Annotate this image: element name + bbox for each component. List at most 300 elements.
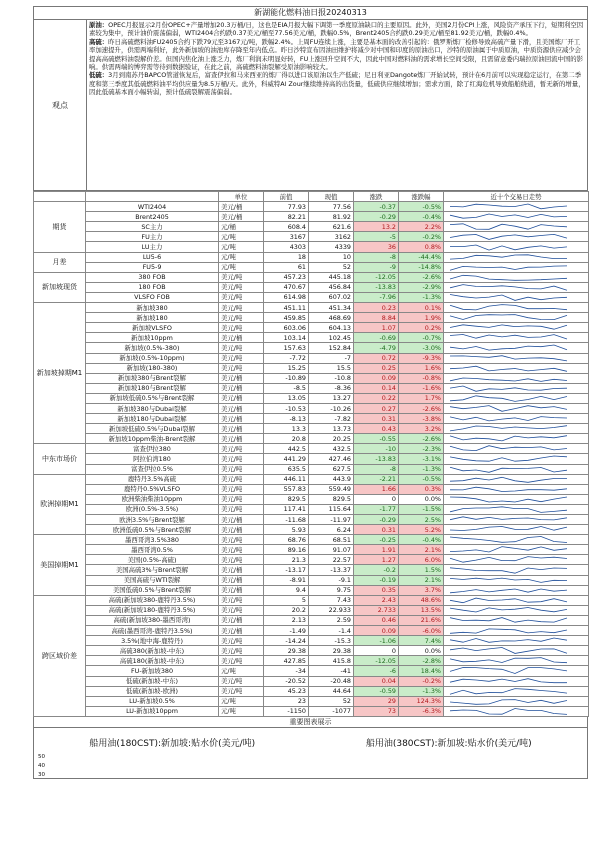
row-item: 3.5%(地中海-鹿特丹) bbox=[86, 636, 219, 646]
row-change: 0.22 bbox=[354, 393, 399, 403]
row-prev: 82.21 bbox=[264, 212, 309, 222]
row-unit: 美元/吨 bbox=[219, 444, 264, 454]
row-change-pct: -2.8% bbox=[399, 656, 444, 666]
trend-sparkline bbox=[444, 494, 589, 504]
table-row bbox=[34, 303, 589, 313]
table-row bbox=[34, 474, 589, 484]
row-prev: 77.93 bbox=[264, 202, 309, 212]
table-row bbox=[34, 555, 589, 565]
table-header-row bbox=[34, 192, 589, 202]
row-change: -0.59 bbox=[354, 686, 399, 696]
row-change-pct: 0.0% bbox=[399, 646, 444, 656]
row-item: Brent2405 bbox=[86, 212, 219, 222]
row-item: 墨西哥湾0.5% bbox=[86, 545, 219, 555]
row-change-pct: 3.2% bbox=[399, 424, 444, 434]
row-change-pct: -0.5% bbox=[399, 202, 444, 212]
row-current: 607.02 bbox=[309, 292, 354, 302]
trend-sparkline bbox=[444, 646, 589, 656]
trend-sparkline bbox=[444, 454, 589, 464]
row-change-pct: -0.4% bbox=[399, 212, 444, 222]
row-item: 新加坡380与Brent裂解 bbox=[86, 373, 219, 383]
row-item: 鹿特丹0.5%VLSFO bbox=[86, 484, 219, 494]
row-item: 新加坡10ppm柴油-Brent裂解 bbox=[86, 434, 219, 444]
row-unit: 美元/吨 bbox=[219, 484, 264, 494]
header-group bbox=[34, 192, 86, 202]
trend-sparkline bbox=[444, 666, 589, 676]
row-current: 10 bbox=[309, 252, 354, 262]
row-item: 新加坡180与Dubai裂解 bbox=[86, 414, 219, 424]
row-unit: 元/吨 bbox=[219, 262, 264, 272]
row-prev: -8.91 bbox=[264, 575, 309, 585]
row-prev: 608.4 bbox=[264, 222, 309, 232]
trend-sparkline bbox=[444, 686, 589, 696]
row-change-pct: 0.2% bbox=[399, 323, 444, 333]
row-current: -1.4 bbox=[309, 626, 354, 636]
row-change: 36 bbox=[354, 242, 399, 252]
row-current: 68.51 bbox=[309, 535, 354, 545]
table-row bbox=[34, 515, 589, 525]
row-change-pct: 1.6% bbox=[399, 363, 444, 373]
chart-180cst bbox=[34, 728, 311, 778]
header-change-pct: 涨跌幅 bbox=[399, 192, 444, 202]
trend-sparkline bbox=[444, 535, 589, 545]
row-current: -15.3 bbox=[309, 636, 354, 646]
header-change: 涨跌 bbox=[354, 192, 399, 202]
row-change: 1.91 bbox=[354, 545, 399, 555]
row-item: 高硫(新加坡380-墨西哥湾) bbox=[86, 615, 219, 625]
row-change-pct: -1.3% bbox=[399, 464, 444, 474]
row-unit: 美元/桶 bbox=[219, 414, 264, 424]
trend-sparkline bbox=[444, 343, 589, 353]
row-unit: 美元/吨 bbox=[219, 686, 264, 696]
row-change: -0.69 bbox=[354, 333, 399, 343]
row-prev: 441.29 bbox=[264, 454, 309, 464]
trend-sparkline bbox=[444, 656, 589, 666]
row-unit: 元/桶 bbox=[219, 222, 264, 232]
row-current: 52 bbox=[309, 696, 354, 706]
table-row bbox=[34, 252, 589, 262]
trend-sparkline bbox=[444, 515, 589, 525]
trend-sparkline bbox=[444, 585, 589, 595]
row-current: -20.48 bbox=[309, 676, 354, 686]
row-prev: 68.76 bbox=[264, 535, 309, 545]
trend-sparkline bbox=[444, 575, 589, 585]
chart-380cst bbox=[311, 728, 588, 778]
table-row bbox=[34, 595, 589, 605]
row-current: 22.933 bbox=[309, 605, 354, 615]
row-unit: 美元/桶 bbox=[219, 565, 264, 575]
table-row bbox=[34, 696, 589, 706]
view-label: 观点 bbox=[34, 20, 87, 190]
row-prev: 23 bbox=[264, 696, 309, 706]
trend-sparkline bbox=[444, 282, 589, 292]
row-prev: -34 bbox=[264, 666, 309, 676]
high-sulfur-paragraph: 昨日高硫燃料油FU2405合约下跌79元至3167元/吨，跌幅2.4%。上周FU连续上涨，主要是基本面的改善引起的：俄罗斯炼厂检修导致高硫产量下滑，且美国炼厂开工率加速提升，供需两端利好，此外新加坡的油池库存降至年内低点。昨日沙特宣布因油田维护将减少对中国和印度的原油出口，沙特的原油属于中质原油，中质资源供应减少会提高高硫燃料油裂解价差。但国内焦化油上涨乏力，炼厂利润未明显好转，FU上涨回升空间不大，因此中国对燃料油的需求增长空间受限，且需留意委内瑞拉原油回流中国的影响。供需两端的博弈需等待到数据验证，在此之前，高硫燃料油裂解受原油影响较大。 bbox=[89, 37, 584, 72]
row-item: 新加坡380 bbox=[86, 303, 219, 313]
trend-sparkline bbox=[444, 262, 589, 272]
row-item: LU主力 bbox=[86, 242, 219, 252]
row-item: SC主力 bbox=[86, 222, 219, 232]
view-section bbox=[33, 19, 588, 191]
row-prev: -10.53 bbox=[264, 403, 309, 413]
trend-sparkline bbox=[444, 636, 589, 646]
row-current: 77.56 bbox=[309, 202, 354, 212]
row-change: 0 bbox=[354, 494, 399, 504]
row-unit: 美元/吨 bbox=[219, 313, 264, 323]
row-change-pct: -6.0% bbox=[399, 626, 444, 636]
row-change: 0.23 bbox=[354, 303, 399, 313]
trend-sparkline bbox=[444, 615, 589, 625]
table-row bbox=[34, 323, 589, 333]
row-change-pct: -1.3% bbox=[399, 292, 444, 302]
trend-sparkline bbox=[444, 272, 589, 282]
row-current: -8.36 bbox=[309, 383, 354, 393]
trend-sparkline bbox=[444, 333, 589, 343]
group-label: 期货 bbox=[34, 202, 86, 252]
row-unit: 美元/桶 bbox=[219, 585, 264, 595]
row-current: -1077 bbox=[309, 706, 354, 716]
row-item: 欧洲(0.5%-3.5%) bbox=[86, 504, 219, 514]
table-row bbox=[34, 202, 589, 212]
report-title: 新湖能化燃料油日报20240313 bbox=[33, 6, 588, 19]
charts-section-title: 重要图表展示 bbox=[33, 717, 588, 728]
row-change: -2.21 bbox=[354, 474, 399, 484]
row-current: 115.64 bbox=[309, 504, 354, 514]
row-unit: 美元/桶 bbox=[219, 626, 264, 636]
row-item: 美国低硫0.5%与Brent裂解 bbox=[86, 585, 219, 595]
header-prev: 前值 bbox=[264, 192, 309, 202]
row-unit: 美元/吨 bbox=[219, 353, 264, 363]
row-change-pct: 6.0% bbox=[399, 555, 444, 565]
table-row bbox=[34, 656, 589, 666]
row-change-pct: -3.1% bbox=[399, 454, 444, 464]
row-change: 0.09 bbox=[354, 626, 399, 636]
trend-sparkline bbox=[444, 414, 589, 424]
chart-380cst-title: 船用油(380CST):新加坡:贴水价(美元/吨) bbox=[365, 738, 532, 749]
row-prev: 18 bbox=[264, 252, 309, 262]
row-change: 8.84 bbox=[354, 313, 399, 323]
row-current: 6.24 bbox=[309, 525, 354, 535]
row-unit: 美元/吨 bbox=[219, 282, 264, 292]
row-current: 22.57 bbox=[309, 555, 354, 565]
row-unit: 美元/吨 bbox=[219, 303, 264, 313]
table-row bbox=[34, 373, 589, 383]
row-prev: 427.85 bbox=[264, 656, 309, 666]
trend-sparkline bbox=[444, 252, 589, 262]
row-unit: 美元/吨 bbox=[219, 494, 264, 504]
row-current: 445.18 bbox=[309, 272, 354, 282]
table-row bbox=[34, 292, 589, 302]
row-prev: 4303 bbox=[264, 242, 309, 252]
row-change: -12.05 bbox=[354, 656, 399, 666]
price-table bbox=[33, 191, 589, 717]
row-unit: 美元/桶 bbox=[219, 383, 264, 393]
row-current: -13.37 bbox=[309, 565, 354, 575]
row-prev: 157.63 bbox=[264, 343, 309, 353]
row-prev: -10.89 bbox=[264, 373, 309, 383]
row-change-pct: 1.7% bbox=[399, 393, 444, 403]
table-row bbox=[34, 494, 589, 504]
row-change-pct: 0.8% bbox=[399, 242, 444, 252]
row-current: 13.73 bbox=[309, 424, 354, 434]
row-change: 0.09 bbox=[354, 373, 399, 383]
trend-sparkline bbox=[444, 434, 589, 444]
row-change-pct: 13.5% bbox=[399, 605, 444, 615]
row-prev: -8.13 bbox=[264, 414, 309, 424]
row-current: 102.45 bbox=[309, 333, 354, 343]
row-unit: 美元/桶 bbox=[219, 403, 264, 413]
group-label: 月差 bbox=[34, 252, 86, 272]
row-unit: 元/吨 bbox=[219, 666, 264, 676]
table-row bbox=[34, 222, 589, 232]
header-trend: 近十个交易日走势 bbox=[444, 192, 589, 202]
row-change-pct: 2.2% bbox=[399, 222, 444, 232]
row-prev: 2.13 bbox=[264, 615, 309, 625]
trend-sparkline bbox=[444, 525, 589, 535]
row-current: 468.69 bbox=[309, 313, 354, 323]
row-prev: -7.72 bbox=[264, 353, 309, 363]
row-item: FU主力 bbox=[86, 232, 219, 242]
row-change: 1.66 bbox=[354, 484, 399, 494]
row-change: 0.31 bbox=[354, 525, 399, 535]
row-change-pct: -2.6% bbox=[399, 272, 444, 282]
group-label: 新加坡掉期M1 bbox=[34, 303, 86, 444]
row-item: WTI2404 bbox=[86, 202, 219, 212]
chart-180cst-title: 船用油(180CST):新加坡:贴水价(美元/吨) bbox=[89, 738, 256, 749]
row-prev: 61 bbox=[264, 262, 309, 272]
row-change-pct: -9.3% bbox=[399, 353, 444, 363]
row-change-pct: -0.2% bbox=[399, 232, 444, 242]
table-row bbox=[34, 403, 589, 413]
group-label: 跨区域价差 bbox=[34, 595, 86, 716]
row-change: -4.79 bbox=[354, 343, 399, 353]
row-prev: 603.06 bbox=[264, 323, 309, 333]
table-row bbox=[34, 424, 589, 434]
row-change: -0.2 bbox=[354, 565, 399, 575]
row-current: 604.13 bbox=[309, 323, 354, 333]
row-change: 1.07 bbox=[354, 323, 399, 333]
trend-sparkline bbox=[444, 242, 589, 252]
table-row bbox=[34, 363, 589, 373]
row-change-pct: 2.5% bbox=[399, 515, 444, 525]
row-current: -9.1 bbox=[309, 575, 354, 585]
row-item: FU-新加坡380 bbox=[86, 666, 219, 676]
row-current: 621.6 bbox=[309, 222, 354, 232]
row-current: 91.07 bbox=[309, 545, 354, 555]
row-prev: 3167 bbox=[264, 232, 309, 242]
chart-180cst-ytick: 40 bbox=[38, 762, 45, 769]
high-sulfur-heading: 高硫： bbox=[89, 37, 109, 46]
low-sulfur-paragraph: 3月到南苏丹BAPCO管道恢复后，富查伊拉和马来西亚的炼厂得以进口该原油以生产低硫；尼日利亚Dangote炼厂开始试转，预计在6月前可以实现稳定运行，在第二季度和第三季度其低硫燃料油平均供应量为8.5万桶/天。此外，科威特Al Zour继续维持高的出货量，低硫供应继续增加；需求方面，除了红海危机导致船舶绕道，暂无新的增量，因此低硫基本面小幅转弱，预计低硫裂解震荡偏弱。 bbox=[89, 71, 585, 97]
row-prev: -14.24 bbox=[264, 636, 309, 646]
row-change-pct: -2.3% bbox=[399, 444, 444, 454]
table-row bbox=[34, 272, 589, 282]
row-current: 415.8 bbox=[309, 656, 354, 666]
row-current: 427.46 bbox=[309, 454, 354, 464]
table-row bbox=[34, 676, 589, 686]
row-change-pct: 1.5% bbox=[399, 565, 444, 575]
row-prev: 20.2 bbox=[264, 605, 309, 615]
row-item: 新加坡180与Brent裂解 bbox=[86, 383, 219, 393]
table-row bbox=[34, 646, 589, 656]
table-row bbox=[34, 686, 589, 696]
row-prev: 103.14 bbox=[264, 333, 309, 343]
row-current: 627.5 bbox=[309, 464, 354, 474]
row-unit: 美元/桶 bbox=[219, 434, 264, 444]
row-unit: 元/吨 bbox=[219, 696, 264, 706]
row-change-pct: 124.3% bbox=[399, 696, 444, 706]
group-label: 中东市场价 bbox=[34, 444, 86, 474]
row-change: 73 bbox=[354, 706, 399, 716]
row-unit: 美元/吨 bbox=[219, 454, 264, 464]
row-unit: 美元/吨 bbox=[219, 595, 264, 605]
row-current: 15.5 bbox=[309, 363, 354, 373]
row-change-pct: -2.6% bbox=[399, 403, 444, 413]
trend-sparkline bbox=[444, 464, 589, 474]
row-item: 欧洲低硫0.5%与Brent裂解 bbox=[86, 525, 219, 535]
row-current: 3162 bbox=[309, 232, 354, 242]
table-row bbox=[34, 464, 589, 474]
row-current: 13.27 bbox=[309, 393, 354, 403]
row-change-pct: -1.5% bbox=[399, 504, 444, 514]
table-row bbox=[34, 535, 589, 545]
table-row bbox=[34, 414, 589, 424]
row-prev: 470.67 bbox=[264, 282, 309, 292]
row-change: 13.2 bbox=[354, 222, 399, 232]
row-item: 低硫(新加坡-中东) bbox=[86, 676, 219, 686]
table-row bbox=[34, 242, 589, 252]
row-unit: 美元/吨 bbox=[219, 646, 264, 656]
row-prev: 5.93 bbox=[264, 525, 309, 535]
row-prev: 829.5 bbox=[264, 494, 309, 504]
table-row bbox=[34, 313, 589, 323]
row-item: 欧洲3.5%与Brent裂解 bbox=[86, 515, 219, 525]
table-row bbox=[34, 353, 589, 363]
row-current: -7 bbox=[309, 353, 354, 363]
row-prev: 614.98 bbox=[264, 292, 309, 302]
row-item: 美国(0.5%-高硫) bbox=[86, 555, 219, 565]
trend-sparkline bbox=[444, 605, 589, 615]
row-change-pct: -14.8% bbox=[399, 262, 444, 272]
row-change: -0.29 bbox=[354, 212, 399, 222]
row-change: -0.55 bbox=[354, 434, 399, 444]
row-unit: 美元/吨 bbox=[219, 323, 264, 333]
row-change-pct: 5.2% bbox=[399, 525, 444, 535]
row-prev: 117.41 bbox=[264, 504, 309, 514]
crude-paragraph: OPEC月报显示2月份OPEC+产量增加20.3万桶/日，这也是EIA月报大幅下调第一季度原油缺口的主要原因。此外，美国2月份CPI上涨，风险资产承压下行，短期利空因素较为集中，预计油价震荡偏弱，WTI2404合约跌0.37美元/桶至77.56美元/桶，跌幅0.5%，Brent2405合约跌0.29美元/桶至81.92美元/桶，跌幅0.4%。 bbox=[89, 21, 584, 38]
table-row bbox=[34, 504, 589, 514]
report-sheet bbox=[33, 6, 588, 779]
row-current: -41 bbox=[309, 666, 354, 676]
row-change-pct: -0.7% bbox=[399, 333, 444, 343]
row-unit: 美元/吨 bbox=[219, 676, 264, 686]
row-change: 2.43 bbox=[354, 595, 399, 605]
table-row bbox=[34, 585, 589, 595]
row-prev: -1150 bbox=[264, 706, 309, 716]
row-item: 新加坡低硫0.5%与Dubai裂解 bbox=[86, 424, 219, 434]
trend-sparkline bbox=[444, 292, 589, 302]
row-change: 0.46 bbox=[354, 615, 399, 625]
row-change: 0.31 bbox=[354, 414, 399, 424]
row-change-pct: -6.3% bbox=[399, 706, 444, 716]
row-current: 432.5 bbox=[309, 444, 354, 454]
row-change-pct: -1.3% bbox=[399, 686, 444, 696]
row-unit: 美元/吨 bbox=[219, 292, 264, 302]
row-unit: 元/吨 bbox=[219, 242, 264, 252]
row-prev: 635.5 bbox=[264, 464, 309, 474]
row-current: 559.49 bbox=[309, 484, 354, 494]
table-row bbox=[34, 666, 589, 676]
trend-sparkline bbox=[444, 555, 589, 565]
trend-sparkline bbox=[444, 545, 589, 555]
table-row bbox=[34, 393, 589, 403]
row-prev: 20.8 bbox=[264, 434, 309, 444]
row-change: -0.37 bbox=[354, 202, 399, 212]
table-row bbox=[34, 605, 589, 615]
row-change: -1.77 bbox=[354, 504, 399, 514]
row-change-pct: 48.6% bbox=[399, 595, 444, 605]
row-prev: 13.05 bbox=[264, 393, 309, 403]
trend-sparkline bbox=[444, 626, 589, 636]
trend-sparkline bbox=[444, 373, 589, 383]
row-current: -7.82 bbox=[309, 414, 354, 424]
row-item: 阿拉伯湾180 bbox=[86, 454, 219, 464]
row-unit: 美元/吨 bbox=[219, 545, 264, 555]
table-row bbox=[34, 636, 589, 646]
row-unit: 美元/吨 bbox=[219, 504, 264, 514]
trend-sparkline bbox=[444, 363, 589, 373]
group-label: 新加坡现货 bbox=[34, 272, 86, 302]
table-row bbox=[34, 575, 589, 585]
row-item: 美国高硫与WTI裂解 bbox=[86, 575, 219, 585]
trend-sparkline bbox=[444, 323, 589, 333]
row-change: -12.05 bbox=[354, 272, 399, 282]
row-item: 新加坡180 bbox=[86, 313, 219, 323]
row-unit: 美元/吨 bbox=[219, 636, 264, 646]
trend-sparkline bbox=[444, 303, 589, 313]
row-unit: 元/吨 bbox=[219, 706, 264, 716]
row-item: 新加坡(180-380) bbox=[86, 363, 219, 373]
row-item: 新加坡10ppm bbox=[86, 333, 219, 343]
row-change: 0.35 bbox=[354, 585, 399, 595]
view-text bbox=[87, 20, 587, 190]
row-change-pct: -3.8% bbox=[399, 414, 444, 424]
row-item: 富查伊拉380 bbox=[86, 444, 219, 454]
row-prev: 446.11 bbox=[264, 474, 309, 484]
row-item: 新加坡低硫0.5%与Brent裂解 bbox=[86, 393, 219, 403]
row-change: 0.72 bbox=[354, 353, 399, 363]
row-unit: 美元/桶 bbox=[219, 424, 264, 434]
row-change-pct: -0.8% bbox=[399, 373, 444, 383]
row-item: 高硫180(新加坡-中东) bbox=[86, 656, 219, 666]
trend-sparkline bbox=[444, 565, 589, 575]
row-prev: 9.4 bbox=[264, 585, 309, 595]
row-prev: 459.85 bbox=[264, 313, 309, 323]
trend-sparkline bbox=[444, 353, 589, 363]
table-row bbox=[34, 232, 589, 242]
row-current: -10.8 bbox=[309, 373, 354, 383]
row-current: 456.84 bbox=[309, 282, 354, 292]
row-item: 高硫(新加坡180-鹿特丹3.5%) bbox=[86, 605, 219, 615]
chart-180cst-ytick: 30 bbox=[38, 771, 45, 778]
row-unit: 美元/吨 bbox=[219, 605, 264, 615]
row-item: 欧洲柴油柴油10ppm bbox=[86, 494, 219, 504]
row-item: 高硫(墨西哥湾-鹿特丹3.5%) bbox=[86, 626, 219, 636]
row-change: 29 bbox=[354, 696, 399, 706]
trend-sparkline bbox=[444, 444, 589, 454]
row-current: -10.26 bbox=[309, 403, 354, 413]
row-change-pct: -3.0% bbox=[399, 343, 444, 353]
